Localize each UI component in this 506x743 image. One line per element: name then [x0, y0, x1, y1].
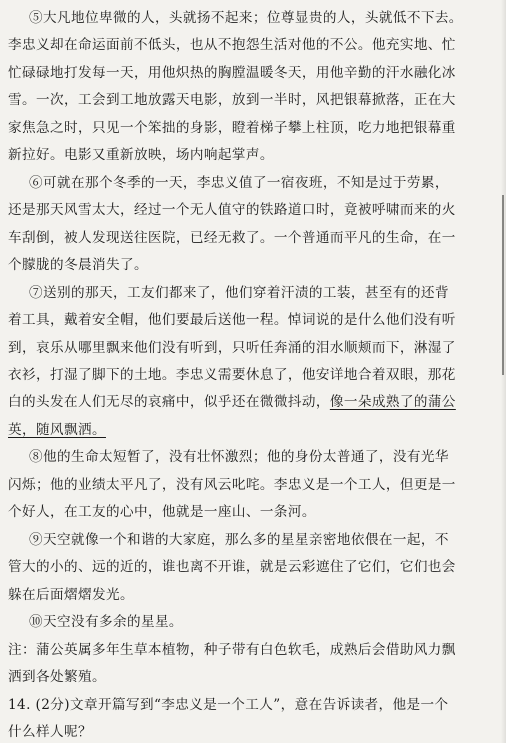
paragraph-5-line-2: 李忠义却在命运面前不低头，也从不抱怨生活对他的不公。他充实地、忙	[8, 37, 456, 53]
paragraph-6-line-1: ⑥可就在那个冬季的一天，李忠义值了一宿夜班，不知是过于劳累，	[29, 175, 449, 191]
paragraph-9-line-2: 管大的小的、远的近的，谁也离不开谁，就是云彩遮住了它们，它们也会	[8, 559, 456, 575]
paragraph-5-line-5: 家焦急之时，只见一个笨拙的身影，瞪着梯子攀上柱顶，吃力地把银幕重	[8, 120, 456, 136]
paragraph-5-line-3: 忙碌碌地打发每一天，用他炽热的胸膛温暖冬天，用他辛勤的汗水融化冰	[8, 65, 456, 81]
footnote-line-1: 注：蒲公英属多年生草本植物，种子带有白色软毛，成熟后会借助风力飘	[8, 642, 456, 658]
paragraph-7-line-6	[0, 420, 506, 440]
paragraph-5-line-1: ⑤大凡地位卑微的人，头就扬不起来；位尊显贵的人，头就低不下去。	[29, 10, 463, 26]
paragraph-5-line-4: 雪。一次，工会到工地放露天电影，放到一半时，风把银幕掀落，正在大	[8, 92, 456, 108]
paragraph-6-line-2: 还是那天风雪太大，经过一个无人值守的铁路道口时，竟被呼啸而来的火	[8, 202, 456, 218]
paragraph-7-line-1: ⑦送别的那天，工友们都来了，他们穿着汗渍的工装，甚至有的还背	[29, 285, 449, 301]
question-14-line-2: 什么样人呢？	[8, 724, 92, 740]
paragraph-6-line-4: 个朦胧的冬晨消失了。	[8, 257, 148, 273]
paragraph-10: ⑩天空没有多余的星星。	[29, 614, 183, 630]
paragraph-7-line-4: 衣衫，打湿了脚下的土地。李忠义需要休息了，他安详地合着双眼，那花	[8, 367, 456, 383]
paragraph-7-line-5-text: 白的头发在人们无尽的哀痛中，似乎还在微微抖动，	[8, 394, 330, 410]
paragraph-7-line-2: 着工具，戴着安全帽，他们要最后送他一程。悼词说的是什么他们没有听	[8, 312, 456, 328]
paragraph-8-line-2: 闪烁；他的业绩太平凡了，没有风云叱咤。李忠义是一个工人，但更是一	[8, 477, 456, 493]
paragraph-8-line-3: 个好人，在工友的心中，他就是一座山、一条河。	[8, 504, 316, 520]
paragraph-6-line-3: 车刮倒，被人发现送往医院，已经无救了。一个普通而平凡的生命，在一	[8, 230, 456, 246]
paragraph-9-line-3: 躲在后面熠熠发光。	[8, 587, 134, 603]
question-14-line-1: 14. (2分)文章开篇写到“李忠义是一个工人”，意在告诉读者，他是一个	[8, 697, 449, 713]
underlined-phrase-end: 英，随风飘洒。	[8, 422, 106, 438]
paragraph-7-line-3: 到，哀乐从哪里飘来他们没有听到，只听任奔涌的泪水顺颊而下，淋湿了	[8, 340, 456, 356]
paragraph-9-line-1: ⑨天空就像一个和谐的大家庭，那么多的星星亲密地依偎在一起，不	[29, 532, 449, 548]
footnote-line-2: 洒到各处繁殖。	[8, 669, 106, 685]
paragraph-7-line-5	[0, 392, 506, 412]
scan-edge-shadow	[501, 0, 506, 743]
paragraph-8-line-1: ⑧他的生命太短暂了，没有壮怀激烈；他的身份太普通了，没有光华	[29, 449, 449, 465]
paragraph-5-line-6: 新拉好。电影又重新放映，场内响起掌声。	[8, 147, 274, 163]
underlined-phrase: 像一朵成熟了的蒲公	[329, 394, 456, 410]
